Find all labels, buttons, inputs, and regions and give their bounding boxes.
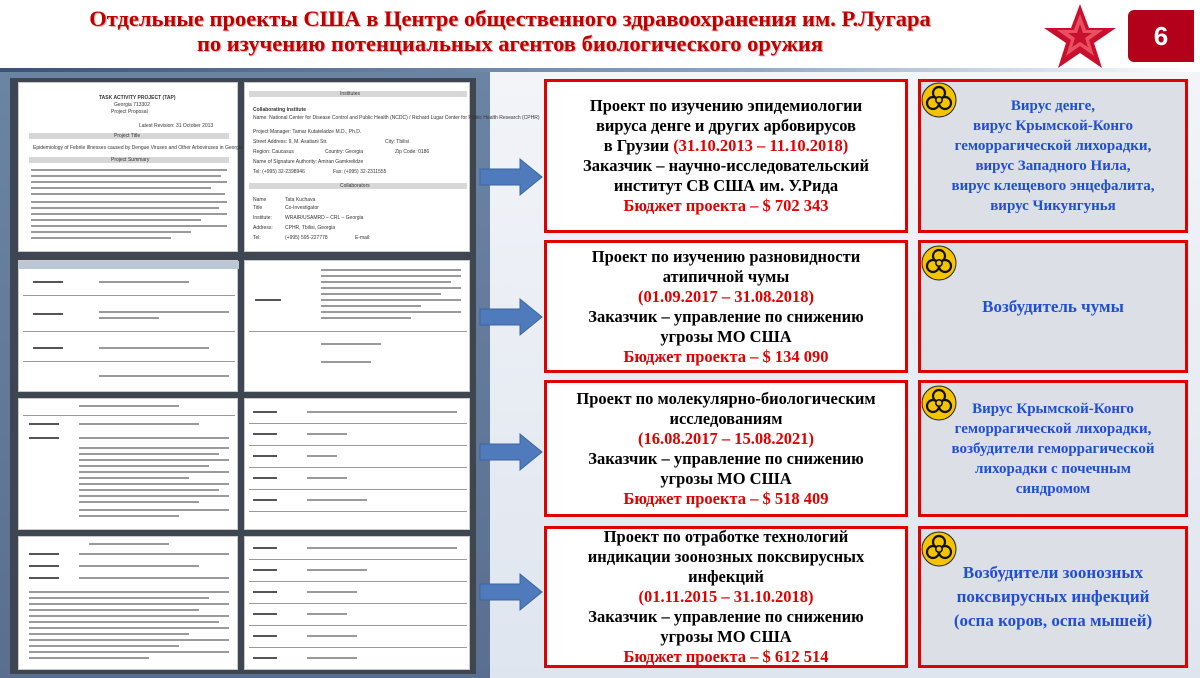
- doc-text-line: [29, 627, 229, 629]
- doc-text-line: [29, 603, 229, 605]
- doc2-section1: Institutes: [340, 91, 361, 97]
- project-period: (16.08.2017 – 15.08.2021): [638, 428, 814, 448]
- doc-text-line: [79, 509, 229, 511]
- doc-thumbnail-table-4: [244, 398, 470, 530]
- doc2-email: E-mail:: [355, 235, 371, 241]
- doc-row-line: [249, 603, 467, 604]
- doc-text-line: [31, 219, 201, 221]
- doc-thumbnail-table-2: [244, 260, 470, 392]
- doc-text-line: [29, 657, 149, 659]
- project-box-poxvirus: [544, 526, 908, 668]
- project-period: (01.09.2017 – 31.08.2018): [638, 286, 814, 306]
- doc-text-line: [99, 311, 229, 313]
- doc-text-line: [307, 499, 367, 501]
- doc-sub1: Georgia 713302: [114, 102, 150, 108]
- right-arrow-icon: [480, 432, 544, 472]
- doc2-address: Address:: [253, 225, 273, 231]
- doc-row-line: [249, 331, 467, 332]
- agent-box-plague: [918, 240, 1188, 373]
- project-customer: Заказчик – управление по снижению: [588, 306, 864, 326]
- doc-text-line: [31, 237, 171, 239]
- doc-thumbnail-table-6: [244, 536, 470, 670]
- agent-line: вирус Западного Нила,: [975, 158, 1131, 174]
- doc-row-line: [23, 415, 235, 416]
- project-line: атипичной чумы: [662, 266, 790, 286]
- doc2-collab-name-val: Tata Kuchava: [285, 197, 316, 203]
- doc-text-line: [29, 639, 229, 641]
- project-line: Проект по изучению разновидности: [591, 246, 861, 266]
- doc-text-line: [31, 231, 191, 233]
- agent-line: геморрагической лихорадки,: [954, 138, 1152, 154]
- doc-section1: Project Title: [114, 133, 141, 139]
- doc-row-line: [23, 331, 235, 332]
- doc-text-line: [321, 305, 421, 307]
- doc-text-line: [79, 465, 209, 467]
- doc-text-line: [307, 433, 347, 435]
- doc-text-line: [321, 293, 441, 295]
- doc-text-line: [307, 657, 357, 659]
- project-customer: Заказчик – управление по снижению: [588, 448, 864, 468]
- doc-text-line: [29, 633, 189, 635]
- project-line: Проект по отработке технологий: [603, 527, 849, 546]
- doc-title-text: Epidemiology of Febrile Illnesses caused by Dengue Viruses and Other Arboviruses in Georgia: [33, 145, 243, 151]
- doc-row-line: [249, 511, 467, 512]
- project-line: инфекций: [688, 567, 764, 586]
- doc-row-line: [249, 625, 467, 626]
- doc-text-line: [253, 411, 277, 413]
- doc-text-line: [33, 347, 63, 349]
- project-customer: угрозы МО США: [660, 326, 792, 346]
- doc-text-line: [307, 477, 347, 479]
- doc-text-line: [253, 433, 277, 435]
- agent-line: Вирус денге,: [1010, 98, 1096, 114]
- biohazard-icon: [921, 531, 957, 567]
- doc2-institute-val: WRAIR/USAMRD – CRL – Georgia: [285, 215, 364, 221]
- doc-text-line: [29, 615, 229, 617]
- doc-text-line: [79, 471, 229, 473]
- doc-text-line: [79, 577, 229, 579]
- doc2-street: Street Address: 9, M. Asatiani Str.: [253, 139, 328, 145]
- biohazard-icon: [921, 245, 957, 281]
- document-thumbnails: [10, 78, 540, 674]
- slide-header: [0, 0, 1200, 68]
- agent-line: возбудители геморрагической: [951, 440, 1155, 457]
- doc2-collab-title-val: Co-Investigator: [285, 205, 319, 211]
- agent-line: поксвирусных инфекций: [956, 587, 1150, 606]
- agent-line: вирус Крымской-Конго: [973, 118, 1133, 134]
- doc2-sub1: Collaborating Institute: [253, 107, 307, 113]
- doc-text-line: [31, 213, 227, 215]
- doc-text-line: [79, 453, 219, 455]
- doc-text-line: [79, 495, 229, 497]
- doc-text-line: [321, 281, 451, 283]
- agent-box-arboviruses: [918, 79, 1188, 233]
- doc-text-line: [29, 565, 59, 567]
- project-line: исследованиям: [669, 408, 783, 428]
- agent-text: [945, 96, 1160, 216]
- red-star-logo-icon: [1040, 0, 1120, 70]
- project-period: (01.11.2015 – 31.10.2018): [638, 587, 814, 606]
- slide-title: [10, 6, 1010, 56]
- agent-line: (оспа коров, оспа мышей): [953, 611, 1153, 630]
- doc-text-line: [321, 361, 371, 363]
- doc-row-line: [23, 295, 235, 296]
- agent-box-poxvirus: [918, 526, 1188, 668]
- doc2-name: Name: National Center for Disease Control and Public Health (NCDC) / Richard Lugar Center for Public Health Research (CPHR): [253, 115, 540, 121]
- doc-text-line: [307, 411, 457, 413]
- doc2-region: Region: Caucasus: [253, 149, 294, 155]
- project-line: вируса денге и других арбовирусов: [596, 116, 856, 135]
- doc2-address-val: CPHR, Tbilisi, Georgia: [285, 225, 336, 231]
- doc-row-line: [23, 361, 235, 362]
- doc-text-line: [321, 317, 411, 319]
- doc-row-line: [249, 467, 467, 468]
- doc-text-line: [253, 569, 277, 571]
- doc-text-line: [29, 437, 59, 439]
- right-arrow-icon: [480, 572, 544, 612]
- biohazard-icon: [921, 385, 957, 421]
- agent-box-hemorrhagic: [918, 380, 1188, 517]
- doc-text-line: [79, 437, 229, 439]
- doc2-tel: Tel: (+995) 32-2398946: [253, 169, 305, 175]
- project-box-dengue: [544, 79, 908, 233]
- doc-thumbnail-institutes: [244, 82, 540, 252]
- project-line-prefix: в Грузии: [603, 136, 674, 155]
- doc-thumbnail-table-1: [18, 260, 238, 392]
- doc-thumbnail-table-3: [18, 398, 238, 530]
- project-customer: Заказчик – управление по снижению: [588, 607, 864, 626]
- doc2-zip: Zip Code: 0186: [395, 149, 430, 155]
- doc-text-line: [31, 187, 211, 189]
- doc-text-line: [307, 547, 457, 549]
- doc-text-line: [31, 175, 221, 177]
- doc-text-line: [255, 299, 281, 301]
- doc-text-line: [33, 313, 63, 315]
- doc-text-line: [29, 597, 209, 599]
- project-box-plague: [544, 240, 908, 373]
- doc-text-line: [321, 287, 461, 289]
- doc-text-line: [29, 645, 179, 647]
- doc2-tel2-val: (+995) 595-227778: [285, 235, 328, 241]
- page-number-badge: 6: [1128, 10, 1194, 62]
- doc-text-line: [31, 207, 219, 209]
- doc-text-line: [29, 621, 219, 623]
- doc-text-line: [253, 657, 277, 659]
- doc-text-line: [29, 609, 199, 611]
- doc-text-line: [253, 455, 277, 457]
- doc2-signature: Name of Signature Authority: Amiran Gamkrelidze: [253, 159, 364, 165]
- doc-text-line: [79, 501, 199, 503]
- doc-text-line: [31, 181, 227, 183]
- doc2-section2: Collaborators: [340, 183, 370, 189]
- project-budget: Бюджет проекта – $ 612 514: [623, 647, 829, 666]
- doc-row-line: [249, 423, 467, 424]
- biohazard-icon: [921, 82, 957, 118]
- agent-line: Вирус Крымской-Конго: [972, 400, 1134, 417]
- doc-section2: Project Summary: [111, 157, 150, 163]
- doc2-fax: Fax: (+995) 32-2311555: [333, 169, 387, 175]
- doc-text-line: [31, 201, 227, 203]
- doc-text-line: [99, 375, 229, 377]
- project-box-molecular: [544, 380, 908, 517]
- doc-text-line: [31, 193, 225, 195]
- doc-row-line: [249, 581, 467, 582]
- project-budget: Бюджет проекта – $ 702 343: [623, 196, 829, 215]
- doc-row-line: [249, 647, 467, 648]
- doc-text-line: [79, 489, 219, 491]
- doc-text-line: [79, 423, 199, 425]
- doc-text-line: [321, 299, 461, 301]
- doc-text-line: [29, 591, 229, 593]
- doc-text-line: [321, 275, 461, 277]
- doc-header-bar: [19, 261, 239, 269]
- doc-text-line: [99, 347, 209, 349]
- doc-text-line: [321, 343, 381, 345]
- doc-text-line: [307, 635, 357, 637]
- doc-text-line: [79, 483, 229, 485]
- doc-text-line: [307, 455, 337, 457]
- project-line: Проект по молекулярно-биологическим: [576, 388, 876, 408]
- doc2-city: City: Tbilisi: [385, 139, 410, 145]
- title-line-2: по изучению потенциальных агентов биологического оружия: [196, 31, 824, 56]
- title-line-1: Отдельные проекты США в Центре общественного здравоохранения им. Р.Лугара: [89, 6, 931, 31]
- project-line: Проект по изучению эпидемиологии: [589, 96, 863, 115]
- agent-line: Возбудители зоонозных: [962, 563, 1144, 582]
- doc-text-line: [99, 317, 159, 319]
- doc-heading: TASK ACTIVITY PROJECT (TAP): [99, 95, 176, 101]
- agent-text: [976, 297, 1130, 317]
- agent-line: синдромом: [1015, 480, 1091, 497]
- doc-revision: Latest Revision: 31 October 2013: [139, 123, 214, 129]
- doc-text-line: [307, 613, 347, 615]
- project-budget: Бюджет проекта – $ 134 090: [623, 346, 829, 366]
- doc-text-line: [79, 515, 179, 517]
- doc2-institute: Institute:: [253, 215, 272, 221]
- doc-row-line: [249, 559, 467, 560]
- right-arrow-icon: [480, 297, 544, 337]
- doc-text-line: [253, 477, 277, 479]
- doc-text-line: [79, 565, 199, 567]
- doc-thumbnail-table-5: [18, 536, 238, 670]
- doc-text-line: [89, 543, 169, 545]
- doc-text-line: [31, 225, 227, 227]
- doc-row-line: [249, 489, 467, 490]
- doc-text-line: [33, 281, 63, 283]
- doc2-manager: Project Manager: Tamar Kutateladze M.D., Ph.D.: [253, 129, 362, 135]
- project-line: индикации зоонозных поксвирусных: [587, 547, 865, 566]
- doc-text-line: [79, 459, 229, 461]
- doc2-collab-name: Name: [253, 197, 267, 203]
- project-budget: Бюджет проекта – $ 518 409: [623, 488, 829, 508]
- doc-text-line: [79, 447, 229, 449]
- project-line: [604, 136, 849, 156]
- doc-text-line: [253, 547, 277, 549]
- doc-text-line: [321, 269, 461, 271]
- doc-text-line: [79, 405, 179, 407]
- doc-text-line: [79, 553, 229, 555]
- doc2-tel2: Tel:: [253, 235, 261, 241]
- doc-text-line: [307, 569, 367, 571]
- doc-text-line: [29, 577, 59, 579]
- agent-text: [948, 561, 1158, 633]
- agent-line: вирус клещевого энцефалита,: [951, 178, 1155, 194]
- doc-text-line: [29, 423, 59, 425]
- doc-text-line: [99, 281, 189, 283]
- doc2-collab-title: Title: [253, 205, 263, 211]
- project-customer: институт СВ США им. У.Рида: [613, 176, 839, 195]
- doc-text-line: [29, 651, 229, 653]
- right-arrow-icon: [480, 157, 544, 197]
- doc-sub2: Project Proposal: [111, 109, 148, 115]
- doc-text-line: [253, 635, 277, 637]
- doc-text-line: [307, 591, 357, 593]
- doc2-country: Country: Georgia: [325, 149, 364, 155]
- doc-text-line: [29, 553, 59, 555]
- project-period: (31.10.2013 – 11.10.2018): [673, 136, 849, 155]
- project-customer: угрозы МО США: [660, 468, 792, 488]
- doc-text-line: [253, 613, 277, 615]
- agent-line: Возбудитель чумы: [982, 296, 1124, 316]
- doc-row-line: [249, 445, 467, 446]
- agent-line: лихорадки с почечным: [975, 460, 1131, 477]
- doc-text-line: [79, 477, 189, 479]
- agent-line: геморрагической лихорадки,: [954, 420, 1152, 437]
- doc-thumbnail-proposal: [18, 82, 243, 252]
- project-customer: угрозы МО США: [660, 627, 792, 646]
- project-customer: Заказчик – научно-исследовательский: [582, 156, 869, 175]
- doc-text-line: [253, 499, 277, 501]
- doc-text-line: [321, 311, 461, 313]
- agent-text: [945, 399, 1160, 499]
- doc-text-line: [253, 591, 277, 593]
- agent-line: вирус Чикунгунья: [990, 198, 1116, 214]
- doc-text-line: [31, 169, 227, 171]
